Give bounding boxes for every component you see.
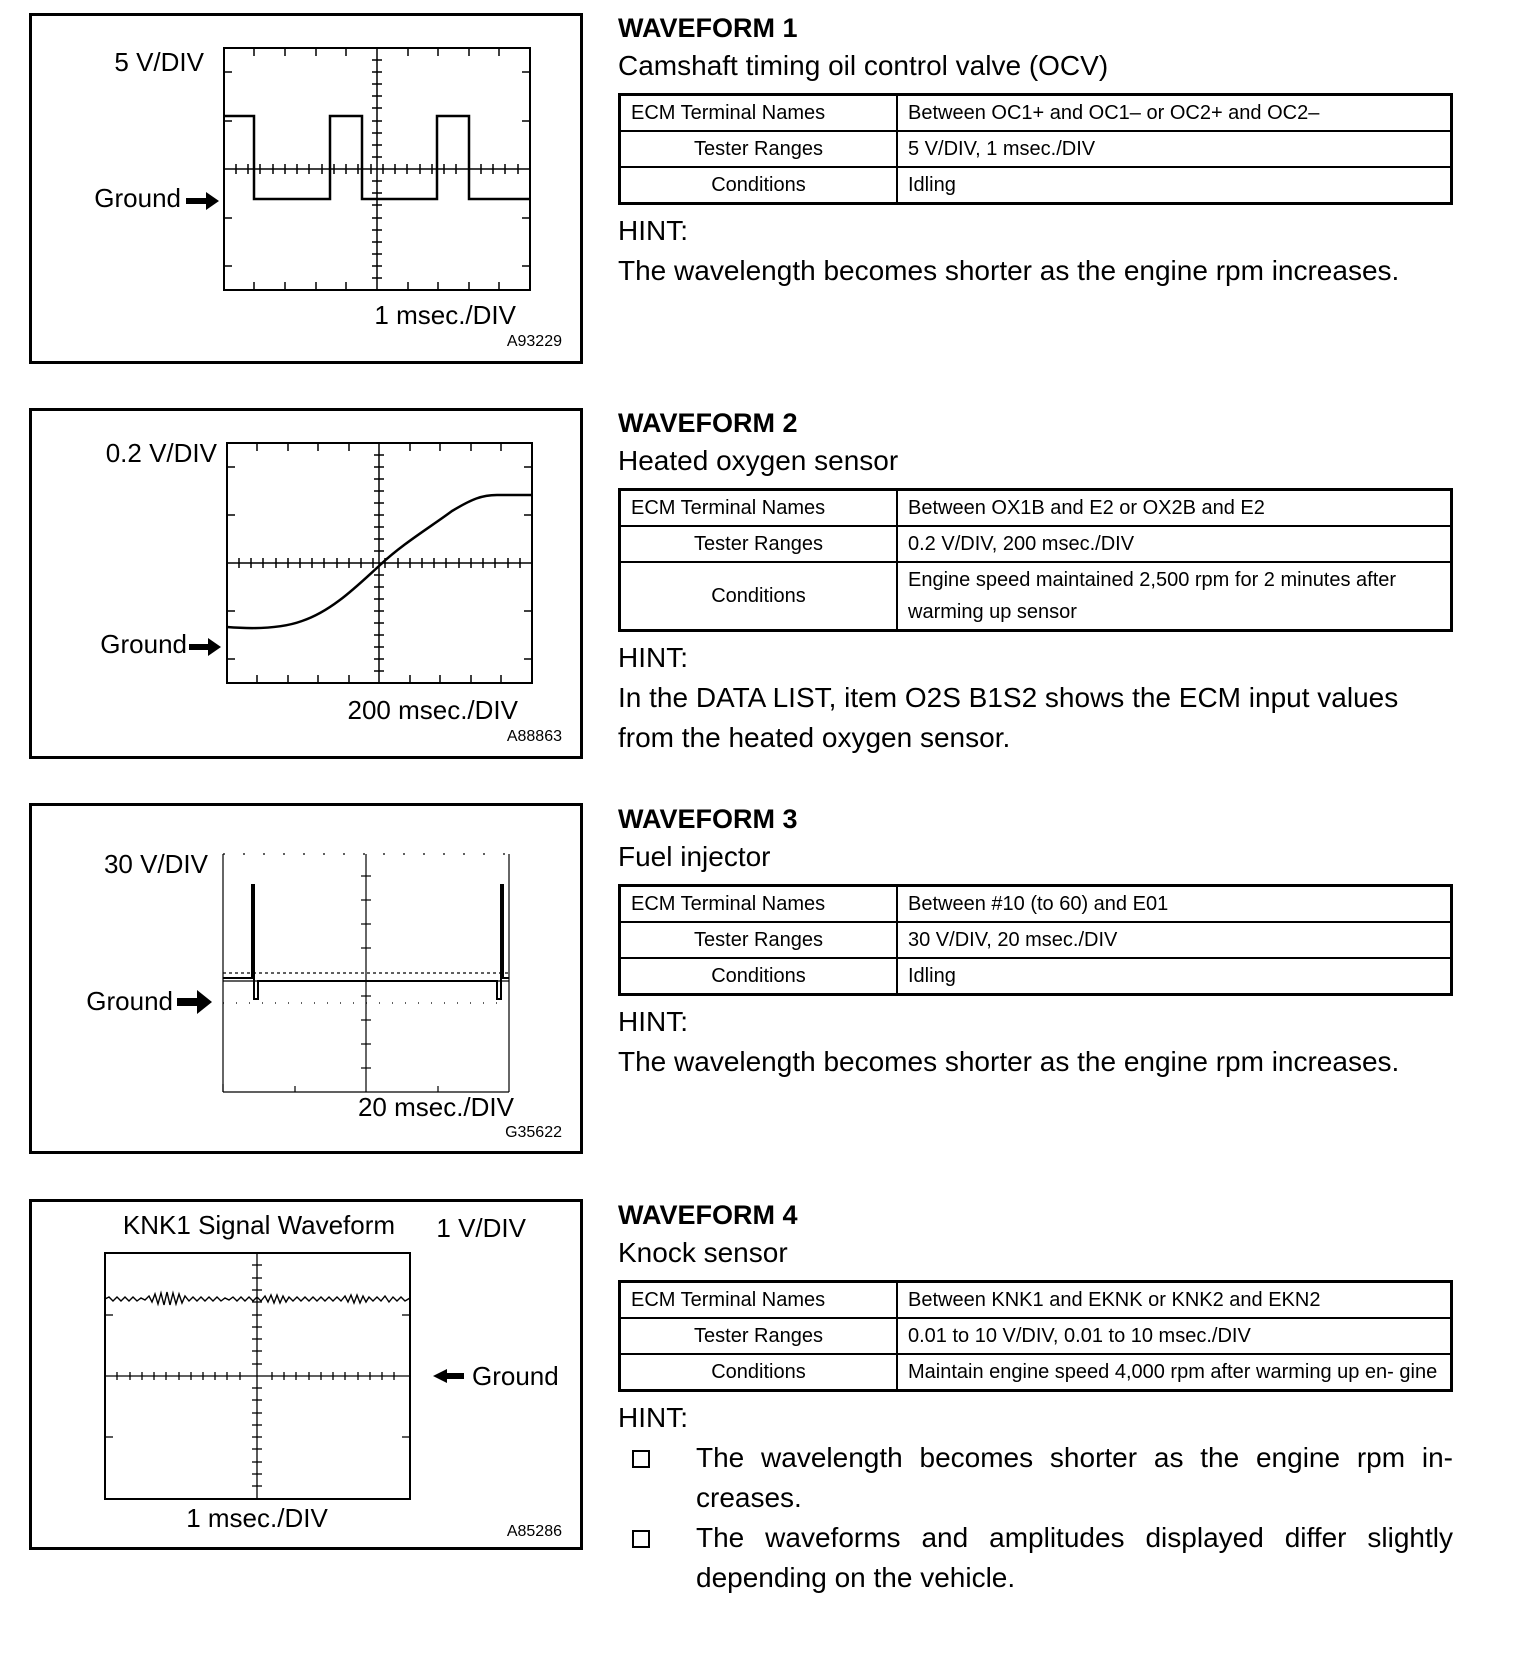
table-row (620, 922, 1452, 958)
hint-label: HINT: (618, 215, 688, 246)
section-title: WAVEFORM 2 (618, 408, 798, 438)
spec-table (618, 93, 1453, 205)
hint-label: HINT: (618, 1006, 688, 1037)
section-title: WAVEFORM 1 (618, 13, 798, 43)
hint-list (618, 1438, 1453, 1598)
table-row (620, 490, 1452, 527)
time-div-label: 200 msec./DIV (347, 695, 518, 725)
waveform-4-scope (32, 1202, 580, 1547)
spec-table (618, 488, 1453, 632)
figure-code: G35622 (505, 1124, 562, 1141)
table-row (620, 1354, 1452, 1391)
table-row (620, 562, 1452, 631)
waveform-4-section (618, 1198, 1453, 1598)
ground-arrow-icon (189, 638, 221, 656)
waveform-3-scope (32, 806, 580, 1151)
row-value: Engine speed maintained 2,500 rpm for 2 minutes after warming up sensor (897, 562, 1452, 631)
waveform-1-scope (32, 16, 580, 361)
spec-table (618, 1280, 1453, 1392)
figure-code: A88863 (506, 728, 562, 745)
table-row (620, 1318, 1452, 1354)
table-row (620, 167, 1452, 204)
table-row (620, 95, 1452, 132)
row-value: Maintain engine speed 4,000 rpm after warming up en- gine (897, 1354, 1452, 1391)
row-label: ECM Terminal Names (620, 886, 898, 923)
row-value: Between OX1B and E2 or OX2B and E2 (897, 490, 1452, 527)
spec-table (618, 884, 1453, 996)
row-label: Conditions (620, 562, 898, 631)
row-label: Tester Ranges (620, 526, 898, 562)
waveform-1-section (618, 11, 1453, 291)
waveform-2-figure (29, 408, 583, 759)
scope-ticks (223, 876, 438, 1092)
row-value: Between #10 (to 60) and E01 (897, 886, 1452, 923)
row-value: 0.2 V/DIV, 200 msec./DIV (897, 526, 1452, 562)
ground-arrow-icon (186, 192, 219, 210)
waveform-2-scope (32, 411, 580, 756)
section-subtitle: Knock sensor (618, 1237, 788, 1268)
scope-ticks (224, 48, 530, 290)
ground-label: Ground (472, 1361, 559, 1391)
row-value: Idling (897, 167, 1452, 204)
hint-text: The wavelength becomes shorter as the engine rpm in- creases. (696, 1442, 1453, 1513)
waveform-2-section (618, 406, 1453, 758)
checkbox-bullet-icon (618, 1438, 696, 1518)
row-label: Tester Ranges (620, 922, 898, 958)
waveform-1-figure (29, 13, 583, 364)
ground-arrow-icon (433, 1369, 464, 1383)
section-subtitle: Camshaft timing oil control valve (OCV) (618, 50, 1109, 81)
row-label: Conditions (620, 958, 898, 995)
row-label: Conditions (620, 167, 898, 204)
hint-label: HINT: (618, 1402, 688, 1433)
section-subtitle: Fuel injector (618, 841, 771, 872)
section-title: WAVEFORM 3 (618, 804, 798, 834)
row-label: Tester Ranges (620, 1318, 898, 1354)
scope-grid (223, 854, 509, 1092)
waveform-3-figure (29, 803, 583, 1154)
section-subtitle: Heated oxygen sensor (618, 445, 899, 476)
section-title: WAVEFORM 4 (618, 1200, 798, 1230)
waveform-3-section (618, 802, 1453, 1082)
row-value: 30 V/DIV, 20 msec./DIV (897, 922, 1452, 958)
list-item (618, 1438, 1453, 1518)
scope-ticks (105, 1253, 410, 1499)
volt-div-label: 30 V/DIV (103, 849, 208, 879)
row-value: Between OC1+ and OC1– or OC2+ and OC2– (897, 95, 1452, 132)
row-label: ECM Terminal Names (620, 1282, 898, 1319)
row-label: Tester Ranges (620, 131, 898, 167)
row-value: 0.01 to 10 V/DIV, 0.01 to 10 msec./DIV (897, 1318, 1452, 1354)
hint-text: The wavelength becomes shorter as the engine rpm increases. (618, 255, 1400, 286)
figure-code: A93229 (506, 333, 562, 350)
row-label: Conditions (620, 1354, 898, 1391)
table-row (620, 958, 1452, 995)
figure-title: KNK1 Signal Waveform (122, 1210, 396, 1240)
list-item (618, 1518, 1453, 1598)
hint-text: The waveforms and amplitudes displayed differ slightly depending on the vehicle. (696, 1522, 1453, 1593)
volt-div-label: 0.2 V/DIV (105, 438, 217, 468)
row-value: Idling (897, 958, 1452, 995)
ground-label: Ground (100, 629, 187, 659)
row-label: ECM Terminal Names (620, 95, 898, 132)
hint-label: HINT: (618, 642, 688, 673)
figure-code: A85286 (506, 1523, 562, 1540)
table-row (620, 526, 1452, 562)
checkbox-bullet-icon (618, 1518, 696, 1598)
volt-div-label: 5 V/DIV (114, 47, 204, 77)
row-value: 5 V/DIV, 1 msec./DIV (897, 131, 1452, 167)
waveform-4-figure (29, 1199, 583, 1550)
ground-arrow-icon (177, 990, 212, 1014)
scope-ticks (227, 443, 532, 683)
table-row (620, 886, 1452, 923)
table-row (620, 1282, 1452, 1319)
ground-label: Ground (86, 986, 173, 1016)
row-label: ECM Terminal Names (620, 490, 898, 527)
hint-text: In the DATA LIST, item O2S B1S2 shows the ECM input values from the heated oxygen sensor. (618, 682, 1399, 753)
time-div-label: 1 msec./DIV (374, 300, 516, 330)
volt-div-label: 1 V/DIV (436, 1213, 526, 1243)
ground-label: Ground (94, 183, 181, 213)
row-value: Between KNK1 and EKNK or KNK2 and EKN2 (897, 1282, 1452, 1319)
time-div-label: 1 msec./DIV (186, 1503, 328, 1533)
table-row (620, 131, 1452, 167)
hint-text: The wavelength becomes shorter as the engine rpm increases. (618, 1046, 1400, 1077)
time-div-label: 20 msec./DIV (357, 1092, 514, 1122)
